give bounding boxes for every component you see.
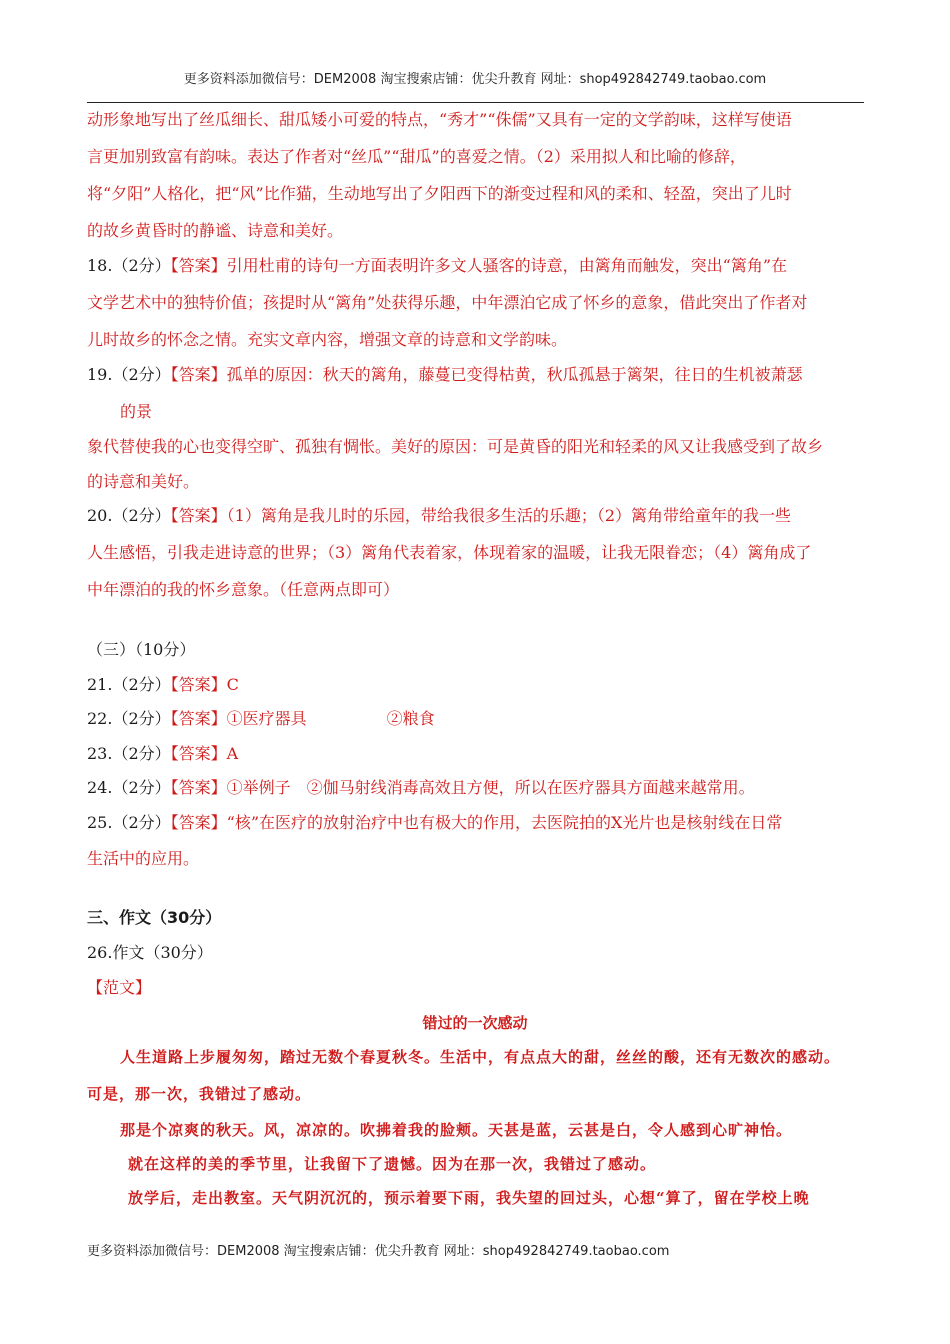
prev-answer-line-3: 将“夕阳”人格化，把“风”比作猫，生动地写出了夕阳西下的渐变过程和风的柔和、轻盈，突出了儿时 — [87, 184, 792, 203]
sample-essay-tag: 【范文】 — [87, 978, 152, 997]
question-19 — [87, 365, 877, 385]
question-score: （2分） — [112, 813, 171, 832]
q19-line-3: 象代替使我的心也变得空旷、孤独有惆怅。美好的原因：可是黄昏的阳光和轻柔的风又让我感受到了故乡 — [87, 437, 824, 456]
question-18 — [87, 256, 877, 276]
q18-line-3: 儿时故乡的怀念之情。充实文章内容，增强文章的诗意和文学韵味。 — [87, 330, 568, 349]
answer-text: 引用杜甫的诗句一方面表明许多文人骚客的诗意，由篱角而触发，突出“篱角”在 — [226, 256, 788, 275]
q18-line-2: 文学艺术中的独特价值；孩提时从“篱角”处获得乐趣，中年漂泊它成了怀乡的意象，借此突出了作者对 — [87, 293, 808, 312]
header-divider — [87, 102, 864, 103]
prev-answer-line-2: 言更加别致富有韵味。表达了作者对“丝瓜”“甜瓜”的喜爱之情。（2）采用拟人和比喻的修辞， — [87, 147, 746, 166]
question-number: 20. — [87, 506, 113, 525]
q20-line-2: 人生感悟，引我走进诗意的世界；（3）篱角代表着家，体现着家的温暖，让我无限眷恋；（4）篱角成了 — [87, 543, 812, 562]
answer-text: ①举例子 ②伽马射线消毒高效且方便，所以在医疗器具方面越来越常用。 — [226, 778, 755, 797]
page-header: 更多资料添加微信号：DEM2008 淘宝搜索店铺：优尖升教育 网址：shop492842749.taobao.com — [183, 72, 767, 87]
answer-tag: 【答案】 — [170, 709, 227, 728]
question-number: 19. — [87, 365, 113, 384]
answer-tag: 【答案】 — [170, 744, 227, 763]
essay-paragraph-3: 就在这样的美的季节里，让我留下了遗憾。因为在那一次，我错过了感动。 — [128, 1155, 657, 1173]
question-score: （2分） — [112, 778, 171, 797]
question-24 — [87, 778, 877, 798]
question-number: 21. — [87, 675, 113, 694]
question-score: （2分） — [112, 506, 171, 525]
prev-answer-line-1: 动形象地写出了丝瓜细长、甜瓜矮小可爱的特点，“秀才”“侏儒”又具有一定的文学韵味，这样写使语 — [87, 110, 792, 129]
answer-text: C — [226, 675, 239, 694]
answer-tag: 【答案】 — [170, 365, 227, 384]
question-21 — [87, 675, 877, 695]
question-23 — [87, 744, 877, 764]
part-3-heading: 三、作文（30分） — [87, 908, 222, 927]
answer-text: A — [226, 744, 239, 763]
q25-line-2: 生活中的应用。 — [87, 849, 200, 868]
answer-tag: 【答案】 — [170, 675, 227, 694]
answer-tag: 【答案】 — [170, 506, 227, 525]
answer-text: ①医疗器具 — [226, 709, 307, 728]
answer-tag: 【答案】 — [170, 256, 227, 275]
question-22 — [87, 709, 877, 729]
answer-tag: 【答案】 — [170, 813, 227, 832]
question-score: （2分） — [112, 675, 171, 694]
essay-paragraph-1: 人生道路上步履匆匆，踏过无数个春夏秋冬。生活中，有点点大的甜，丝丝的酸，还有无数次的感动。 — [120, 1048, 841, 1066]
answer-text: “核”在医疗的放射治疗中也有极大的作用，去医院拍的X光片也是核射线在日常 — [226, 813, 783, 832]
section-3-label: （三）（10分） — [87, 640, 196, 659]
q19-line-2: 的景 — [120, 402, 153, 421]
page-footer: 更多资料添加微信号：DEM2008 淘宝搜索店铺：优尖升教育 网址：shop492842749.taobao.com — [87, 1244, 670, 1259]
essay-title: 错过的一次感动 — [422, 1014, 528, 1032]
question-number: 24. — [87, 778, 113, 797]
prev-answer-line-4: 的故乡黄昏时的静谧、诗意和美好。 — [87, 221, 344, 240]
question-score: （2分） — [112, 365, 171, 384]
question-26: 26.作文（30分） — [87, 943, 213, 962]
question-number: 23. — [87, 744, 113, 763]
question-number: 18. — [87, 256, 113, 275]
answer-text: ②粮食 — [386, 709, 435, 728]
essay-paragraph-1-cont: 可是，那一次，我错过了感动。 — [87, 1085, 312, 1103]
q20-line-3: 中年漂泊的我的怀乡意象。（任意两点即可） — [87, 580, 400, 599]
answer-text: 孤单的原因：秋天的篱角，藤蔓已变得枯黄，秋瓜孤悬于篱架，往日的生机被萧瑟 — [226, 365, 803, 384]
essay-paragraph-2: 那是个凉爽的秋天。风，凉凉的。吹拂着我的脸颊。天甚是蓝，云甚是白，令人感到心旷神怡。 — [120, 1121, 793, 1139]
answer-text: （1）篱角是我儿时的乐园，带给我很多生活的乐趣；（2）篱角带给童年的我一些 — [226, 506, 792, 525]
question-number: 22. — [87, 709, 113, 728]
q19-line-4: 的诗意和美好。 — [87, 472, 200, 491]
question-score: （2分） — [112, 256, 171, 275]
question-number: 25. — [87, 813, 113, 832]
question-25 — [87, 813, 877, 833]
answer-tag: 【答案】 — [170, 778, 227, 797]
question-score: （2分） — [112, 709, 171, 728]
question-score: （2分） — [112, 744, 171, 763]
essay-paragraph-4: 放学后，走出教室。天气阴沉沉的，预示着要下雨，我失望的回过头，心想“算了，留在学校上晚 — [128, 1189, 810, 1207]
question-20 — [87, 506, 877, 526]
